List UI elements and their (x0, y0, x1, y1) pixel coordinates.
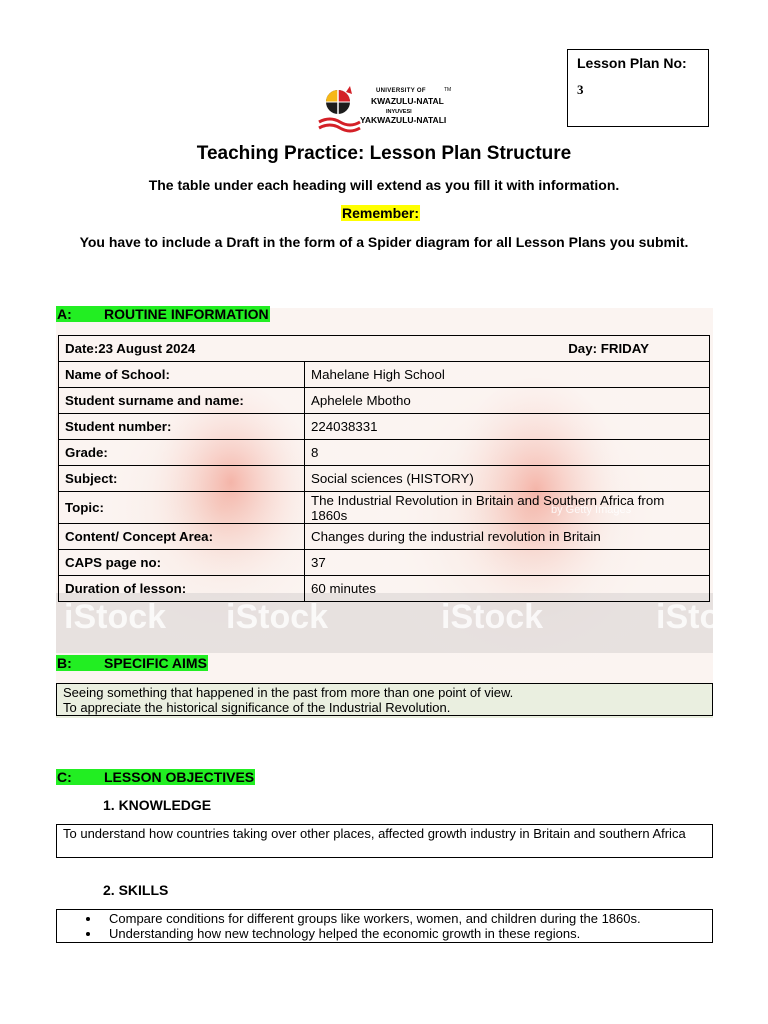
row-label: Content/ Concept Area: (59, 524, 305, 550)
table-row (59, 414, 710, 440)
section-b-heading (56, 655, 208, 671)
page-subtitle: The table under each heading will extend as you fill it with information. (148, 177, 620, 193)
section-a-heading (56, 306, 270, 322)
watermark-brand-1: iStock (64, 598, 167, 636)
watermark-credit: by Getty Images (551, 504, 632, 516)
section-c-letter: C: (57, 769, 72, 785)
skills-box (56, 909, 713, 943)
table-row (59, 388, 710, 414)
row-value: 8 (305, 440, 710, 466)
logo-line-2: KWAZULU-NATAL (371, 96, 444, 106)
lesson-date: Date:23 August 2024 (65, 341, 196, 356)
row-value: The Industrial Revolution in Britain and Southern Africa from 1860s (305, 492, 710, 524)
logo-line-1: UNIVERSITY OF (376, 88, 426, 94)
section-c-title: LESSON OBJECTIVES (104, 769, 255, 785)
aim-line: To appreciate the historical significance of the Industrial Revolution. (63, 700, 451, 715)
table-row (59, 550, 710, 576)
watermark-brand-3: iStock (441, 598, 544, 636)
lesson-plan-label: Lesson Plan No: (577, 55, 687, 71)
table-row (59, 492, 710, 524)
row-label: Subject: (59, 466, 305, 492)
lesson-plan-number: 3 (577, 82, 584, 97)
row-value: 224038331 (305, 414, 710, 440)
table-row (59, 466, 710, 492)
logo-trademark: TM (444, 87, 452, 93)
routine-information-table (58, 335, 710, 602)
row-label: Topic: (59, 492, 305, 524)
ukzn-crest-icon (316, 84, 366, 132)
table-row (59, 440, 710, 466)
list-item: • Understanding how new technology helped the economic growth in these regions. (101, 926, 712, 941)
instruction-text: You have to include a Draft in the form of a Spider diagram for all Lesson Plans you submit. (79, 234, 689, 250)
remember-label: Remember: (342, 205, 420, 221)
date-day-cell (59, 336, 710, 362)
aim-line: Seeing something that happened in the past from more than one point of view. (63, 685, 514, 700)
row-label: Grade: (59, 440, 305, 466)
row-value: Changes during the industrial revolution in Britain (305, 524, 710, 550)
row-value: Mahelane High School (305, 362, 710, 388)
logo-line-4: YAKWAZULU-NATALI (360, 115, 447, 125)
specific-aims-box (56, 683, 713, 716)
row-label: Duration of lesson: (59, 576, 305, 602)
page-title: Teaching Practice: Lesson Plan Structure (196, 143, 572, 164)
watermark-brand-4: iStock (656, 598, 759, 636)
row-label: Student surname and name: (59, 388, 305, 414)
knowledge-heading: 1. KNOWLEDGE (103, 797, 212, 813)
table-row (59, 362, 710, 388)
lesson-day: Day: FRIDAY (568, 341, 649, 356)
row-value: 37 (305, 550, 710, 576)
logo-line-3: INYUVESI (386, 109, 412, 115)
university-logo (316, 84, 451, 132)
skills-list (57, 911, 712, 941)
knowledge-box (56, 824, 713, 858)
knowledge-text: To understand how countries taking over other places, affected growth industry in Britain and southern Africa (63, 826, 686, 841)
section-a-letter: A: (57, 306, 72, 322)
row-label: Name of School: (59, 362, 305, 388)
row-label: CAPS page no: (59, 550, 305, 576)
table-row-date (59, 336, 710, 362)
section-a-title: ROUTINE INFORMATION (104, 306, 269, 322)
list-item: • Compare conditions for different groups like workers, women, and children during the 1860s. (101, 911, 712, 926)
row-value: 60 minutes (305, 576, 710, 602)
lesson-plan-number-box (567, 49, 709, 127)
row-value: Social sciences (HISTORY) (305, 466, 710, 492)
table-row (59, 524, 710, 550)
row-value: Aphelele Mbotho (305, 388, 710, 414)
skills-heading: 2. SKILLS (103, 882, 169, 898)
watermark-brand-2: iStock (226, 598, 329, 636)
section-b-title: SPECIFIC AIMS (104, 655, 207, 671)
section-c-heading (56, 769, 255, 785)
row-label: Student number: (59, 414, 305, 440)
section-b-letter: B: (57, 655, 72, 671)
table-row (59, 576, 710, 602)
